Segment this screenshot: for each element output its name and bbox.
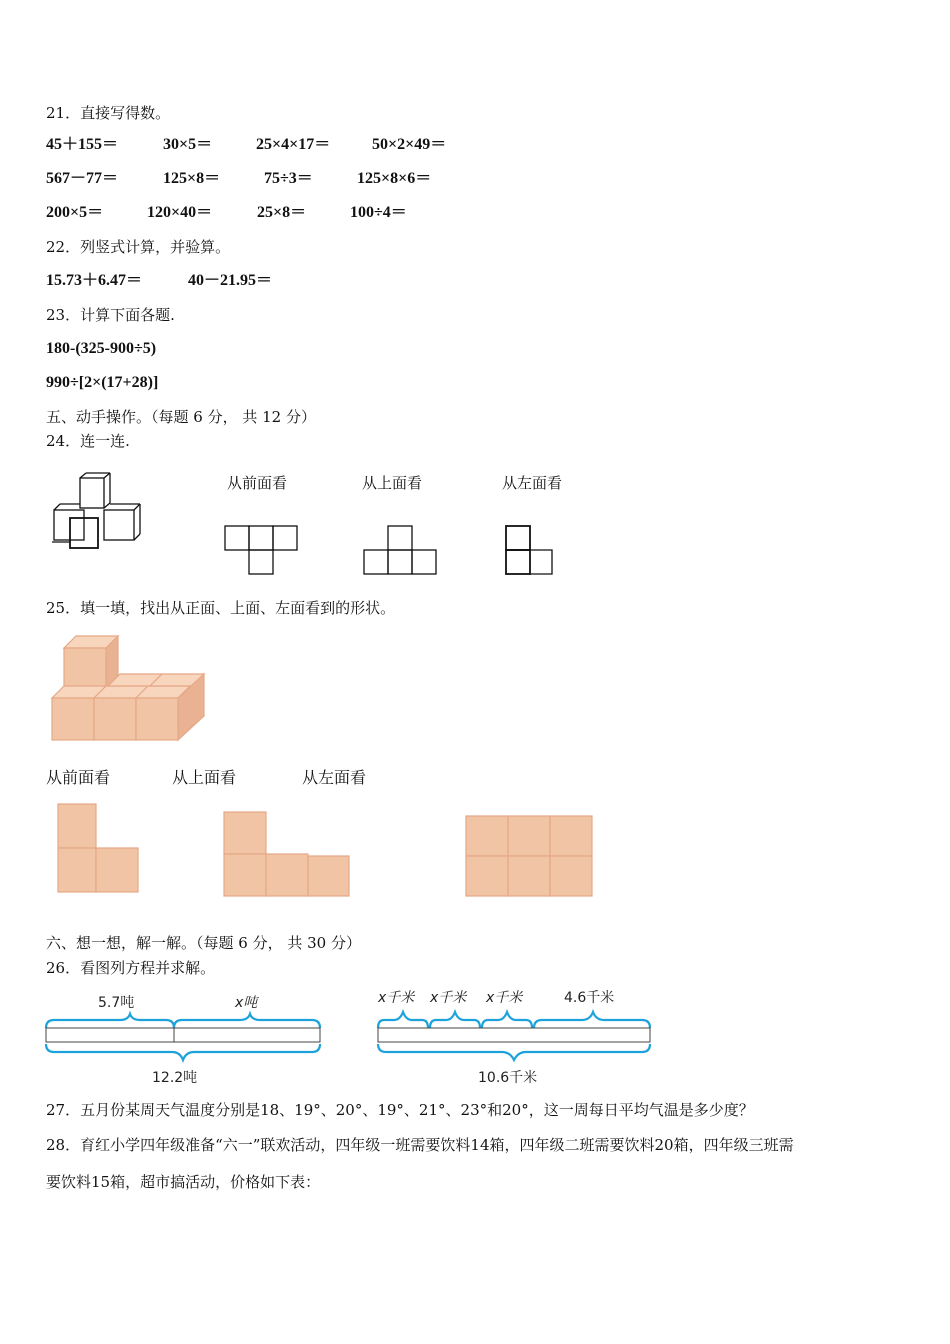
q25-view-b [220, 808, 354, 900]
q26-title: 26．看图列方程并求解。 [46, 959, 216, 977]
q24-label-left: 从左面看 [502, 474, 563, 492]
q25-view-a [54, 800, 144, 898]
q24-label-top: 从上面看 [362, 474, 423, 492]
q25-title: 25．填一填，找出从正面、上面、左面看到的形状。 [46, 599, 396, 617]
q24-view-c [502, 522, 562, 578]
q27-text: 27．五月份某周天气温度分别是18、19°、20°、19°、21°、23°和20°，这一周每日平均气温是多少度？ [46, 1101, 754, 1119]
q21-r1-c1: 45＋155＝ [46, 136, 119, 153]
q25-label-top: 从上面看 [172, 768, 237, 787]
q21-r2-c3: 75÷3＝ [264, 170, 313, 187]
q24-view-a [224, 522, 304, 578]
q25-view-c [462, 812, 598, 900]
q26-d1-bottom-label: 12.2吨 [152, 1070, 198, 1086]
q26-d1-top-left-label: 5.7吨 [98, 995, 135, 1011]
q26-d1-top-right-label: x吨 [235, 995, 258, 1011]
q26-diagram-2 [372, 984, 662, 1090]
q21-r3-c1: 200×5＝ [46, 204, 104, 221]
q24-title: 24．连一连. [46, 432, 130, 450]
q21-r1-c3: 25×4×17＝ [256, 136, 331, 153]
q21-r3-c3: 25×8＝ [257, 204, 307, 221]
section5-title: 五、动手操作。（每题 6 分， 共 12 分） [46, 408, 316, 426]
q21-r1-c2: 30×5＝ [163, 136, 213, 153]
q21-r1-c4: 50×2×49＝ [372, 136, 447, 153]
q26-d2-bottom-label: 10.6千米 [478, 1070, 538, 1086]
q25-label-left: 从左面看 [302, 768, 367, 787]
q21-r2-c1: 567－77＝ [46, 170, 119, 187]
q25-solid-figure [48, 632, 208, 748]
section6-title: 六、想一想，解一解。（每题 6 分， 共 30 分） [46, 934, 361, 952]
q26-d2-seg-4: 4.6千米 [564, 990, 615, 1006]
q24-label-front: 从前面看 [227, 474, 288, 492]
q21-r3-c2: 120×40＝ [147, 204, 213, 221]
q21-r2-c4: 125×8×6＝ [357, 170, 432, 187]
q24-solid-figure [46, 470, 156, 555]
q21-title: 21．直接写得数。 [46, 104, 171, 122]
q26-d2-seg-3: x千米 [486, 990, 523, 1006]
q22-item-1: 15.73＋6.47＝ [46, 272, 143, 289]
q26-diagram-1 [40, 988, 330, 1088]
q22-title: 22．列竖式计算，并验算。 [46, 238, 231, 256]
q26-d2-seg-2: x千米 [430, 990, 467, 1006]
q22-item-2: 40－21.95＝ [188, 272, 273, 289]
q26-d2-seg-1: x千米 [378, 990, 415, 1006]
q25-label-front: 从前面看 [46, 768, 111, 787]
q23-item-2: 990÷[2×(17+28)] [46, 374, 159, 391]
q23-title: 23．计算下面各题. [46, 306, 175, 324]
q23-item-1: 180-(325-900÷5) [46, 340, 157, 357]
q28-line-1: 28．育红小学四年级准备“六一”联欢活动，四年级一班需要饮料14箱，四年级二班需要饮料20箱，四年级三班需 [46, 1136, 794, 1154]
q21-r2-c2: 125×8＝ [163, 170, 221, 187]
q24-view-b [362, 522, 442, 578]
q28-line-2: 要饮料15箱，超市搞活动，价格如下表： [46, 1173, 321, 1191]
q21-r3-c4: 100÷4＝ [350, 204, 407, 221]
